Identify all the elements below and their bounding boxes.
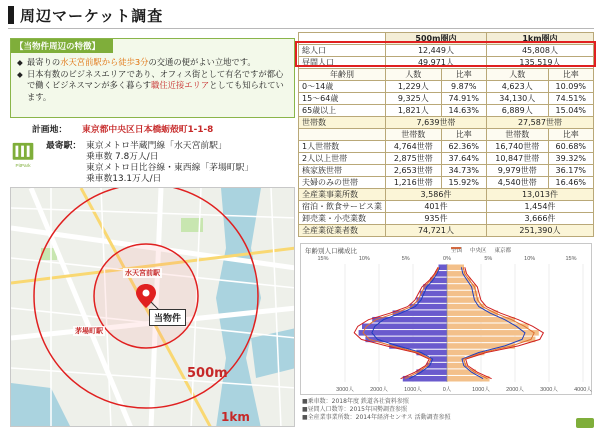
market-stats-table bbox=[298, 32, 594, 237]
tick-label-bottom: 2000人 bbox=[370, 387, 388, 393]
tick-label-bottom: 3000人 bbox=[540, 387, 558, 393]
table-row bbox=[299, 225, 594, 237]
header-divider bbox=[8, 28, 594, 29]
tick-label-top: 5% bbox=[401, 256, 410, 262]
station-line-2: 東京メトロ日比谷線・東西線「茅場町駅」 bbox=[86, 163, 254, 173]
cell: 4,764世帯 bbox=[386, 141, 442, 153]
cell: 9.87% bbox=[441, 81, 486, 93]
row-label: 15〜64歳 bbox=[299, 93, 386, 105]
table-subheader-row bbox=[299, 69, 594, 81]
table-row bbox=[299, 57, 594, 69]
table-row bbox=[299, 141, 594, 153]
cell: 74.51% bbox=[548, 93, 593, 105]
cell: 6,889人 bbox=[486, 105, 548, 117]
pyramid-svg bbox=[301, 244, 593, 396]
cell: 9,979世帯 bbox=[486, 165, 548, 177]
table-row bbox=[299, 213, 594, 225]
table-row bbox=[299, 45, 594, 57]
area-map[interactable] bbox=[10, 187, 295, 427]
table-row bbox=[299, 177, 594, 189]
row-label: 総人口 bbox=[299, 45, 386, 57]
table-subheader-row bbox=[299, 129, 594, 141]
map-station-kayabacho: 茅場町駅 bbox=[75, 327, 103, 335]
tick-label-bottom: 1000人 bbox=[472, 387, 490, 393]
cell: 2,875世帯 bbox=[386, 153, 442, 165]
tick-label-bottom: 1000人 bbox=[404, 387, 422, 393]
feature-text: 最寄りの bbox=[27, 57, 61, 67]
feature-item bbox=[17, 57, 291, 69]
cell-500m: 12,449人 bbox=[386, 45, 487, 57]
table-row bbox=[299, 189, 594, 201]
table-row bbox=[299, 165, 594, 177]
source-line: ■乗車数：2018年度 鉄道各社資料参照 bbox=[302, 398, 409, 405]
row-label: 核家族世帯 bbox=[299, 165, 386, 177]
row-label: 1人世帯数 bbox=[299, 141, 386, 153]
col-households: 世帯数 bbox=[386, 129, 442, 141]
col-1km: 1km圏内 bbox=[486, 33, 593, 45]
cell: 14.63% bbox=[441, 105, 486, 117]
cell: 36.17% bbox=[548, 165, 593, 177]
row-label: 2人以上世帯 bbox=[299, 153, 386, 165]
tick-label-top: 5% bbox=[484, 256, 493, 262]
legend-label: 全国 bbox=[451, 248, 463, 254]
cell: 1,216世帯 bbox=[386, 177, 442, 189]
feature-text: 日本有数のビジネスエリアであり、オフィス街として有名ですが都心で働くビジネスマンが多く暮らす bbox=[27, 68, 284, 90]
row-label: 夫婦のみの世帯 bbox=[299, 177, 386, 189]
cell: 1,229人 bbox=[386, 81, 442, 93]
table-row bbox=[299, 93, 594, 105]
property-label: 当物件 bbox=[149, 309, 186, 326]
feature-item bbox=[17, 69, 291, 104]
chart-title: 年齢別人口構成比 bbox=[305, 247, 357, 255]
row-label: 宿泊・飲食サービス業 bbox=[299, 201, 386, 213]
table-corner bbox=[299, 33, 386, 45]
location-info bbox=[10, 122, 295, 184]
tick-label-top: 0% bbox=[443, 256, 451, 262]
tick-label-bottom: 2000人 bbox=[506, 387, 524, 393]
map-canvas bbox=[11, 188, 295, 427]
cell: 16.46% bbox=[548, 177, 593, 189]
age-header: 年齢別 bbox=[299, 69, 386, 81]
site-label: 計画地： bbox=[32, 125, 68, 135]
cell: 1,821人 bbox=[386, 105, 442, 117]
cell-500m: 7,639世帯 bbox=[386, 117, 487, 129]
cell: 62.36% bbox=[441, 141, 486, 153]
table-row bbox=[299, 153, 594, 165]
radius-500m-label: 500m bbox=[187, 366, 228, 381]
features-box bbox=[10, 38, 295, 118]
cell-500m: 935件 bbox=[386, 213, 487, 225]
col-ratio: 比率 bbox=[548, 69, 593, 81]
feature-text: としても知られています。 bbox=[27, 80, 284, 102]
cell: 9,325人 bbox=[386, 93, 442, 105]
feature-text: の交通の便がよい立地です。 bbox=[148, 57, 256, 67]
cell-1km: 135,519人 bbox=[486, 57, 593, 69]
station-label: 最寄駅： bbox=[46, 141, 82, 151]
line-ward-male bbox=[354, 267, 438, 378]
line-ward-female bbox=[465, 267, 544, 378]
cell-1km: 13,013件 bbox=[486, 189, 593, 201]
tick-label-bottom: 3000人 bbox=[336, 387, 354, 393]
row-label: 卸売業・小売業数 bbox=[299, 213, 386, 225]
features-title: 【当物件周辺の特徴】 bbox=[11, 39, 113, 53]
cell: 37.64% bbox=[441, 153, 486, 165]
col-ratio: 比率 bbox=[548, 129, 593, 141]
cell: 10.09% bbox=[548, 81, 593, 93]
tick-label-top: 15% bbox=[317, 256, 329, 262]
cell: 15.04% bbox=[548, 105, 593, 117]
cell: 4,540世帯 bbox=[486, 177, 548, 189]
cell-500m: 74,721人 bbox=[386, 225, 487, 237]
cell: 4,623人 bbox=[486, 81, 548, 93]
cell: 15.92% bbox=[441, 177, 486, 189]
logo-text: PitPark bbox=[15, 163, 31, 169]
page-title: 周辺マーケット調査 bbox=[20, 7, 164, 25]
col-count: 人数 bbox=[386, 69, 442, 81]
map-station-suitengumae: 水天宮前駅 bbox=[125, 269, 160, 277]
brand-logo-icon bbox=[576, 418, 594, 428]
table-row bbox=[299, 117, 594, 129]
col-count: 人数 bbox=[486, 69, 548, 81]
cell: 39.32% bbox=[548, 153, 593, 165]
col-ratio: 比率 bbox=[441, 129, 486, 141]
table-row bbox=[299, 81, 594, 93]
station-line-1-users: 乗車数 7.8万人/日 bbox=[86, 152, 159, 162]
table-header-row bbox=[299, 33, 594, 45]
table-row bbox=[299, 201, 594, 213]
legend-label: 東京都 bbox=[494, 248, 512, 254]
row-label: 65歳以上 bbox=[299, 105, 386, 117]
cell-500m: 401件 bbox=[386, 201, 487, 213]
cell-500m: 49,971人 bbox=[386, 57, 487, 69]
row-label: 昼間人口 bbox=[299, 57, 386, 69]
tick-label-bottom: 0人 bbox=[442, 387, 452, 393]
sources-note bbox=[302, 398, 592, 422]
cell: 34,130人 bbox=[486, 93, 548, 105]
cell: 34.73% bbox=[441, 165, 486, 177]
page-header bbox=[0, 0, 600, 30]
table-blank bbox=[299, 129, 386, 141]
feature-highlight: 職住近接エリア bbox=[151, 80, 210, 90]
table-row bbox=[299, 105, 594, 117]
row-label: 0〜14歳 bbox=[299, 81, 386, 93]
cell-500m: 3,586件 bbox=[386, 189, 487, 201]
station-line-2-users: 乗車数13.1万人/日 bbox=[86, 174, 162, 184]
col-ratio: 比率 bbox=[441, 69, 486, 81]
col-households: 世帯数 bbox=[486, 129, 548, 141]
cell: 10,847世帯 bbox=[486, 153, 548, 165]
feature-highlight: 水天宮前駅から徒歩3分 bbox=[60, 57, 149, 67]
cell: 60.68% bbox=[548, 141, 593, 153]
cell-1km: 251,390人 bbox=[486, 225, 593, 237]
tick-label-top: 15% bbox=[565, 256, 577, 262]
line-national-female bbox=[461, 267, 525, 378]
age-pyramid-chart bbox=[300, 243, 592, 395]
col-500m: 500m圏内 bbox=[386, 33, 487, 45]
features-list bbox=[17, 57, 291, 103]
cell: 2,653世帯 bbox=[386, 165, 442, 177]
source-line: ■全産業事業所数：2014年経済センサス 活動調査参照 bbox=[302, 414, 451, 421]
title-bar-icon bbox=[8, 6, 14, 24]
tick-label-top: 10% bbox=[358, 256, 370, 262]
source-line: ■昼間人口数等：2015年国勢調査参照 bbox=[302, 406, 407, 413]
station-logo-icon bbox=[10, 140, 36, 170]
cell-1km: 45,808人 bbox=[486, 45, 593, 57]
cell-1km: 1,454件 bbox=[486, 201, 593, 213]
cell-1km: 3,666件 bbox=[486, 213, 593, 225]
bar-male bbox=[439, 265, 448, 271]
row-label: 世帯数 bbox=[299, 117, 386, 129]
radius-1km-label: 1km bbox=[221, 410, 250, 424]
row-label: 全産業事業所数 bbox=[299, 189, 386, 201]
station-line-1: 東京メトロ半蔵門線「水天宮前駅」 bbox=[86, 141, 227, 151]
cell: 16,740世帯 bbox=[486, 141, 548, 153]
tick-label-bottom: 4000人 bbox=[574, 387, 592, 393]
tick-label-top: 10% bbox=[524, 256, 536, 262]
cell: 74.91% bbox=[441, 93, 486, 105]
legend-label: 中央区 bbox=[470, 248, 487, 254]
row-label: 全産業従業者数 bbox=[299, 225, 386, 237]
line-tokyo-female bbox=[463, 267, 534, 378]
site-address: 東京都中央区日本橋蛎殻町1-1-8 bbox=[82, 125, 214, 135]
cell-1km: 27,587世帯 bbox=[486, 117, 593, 129]
